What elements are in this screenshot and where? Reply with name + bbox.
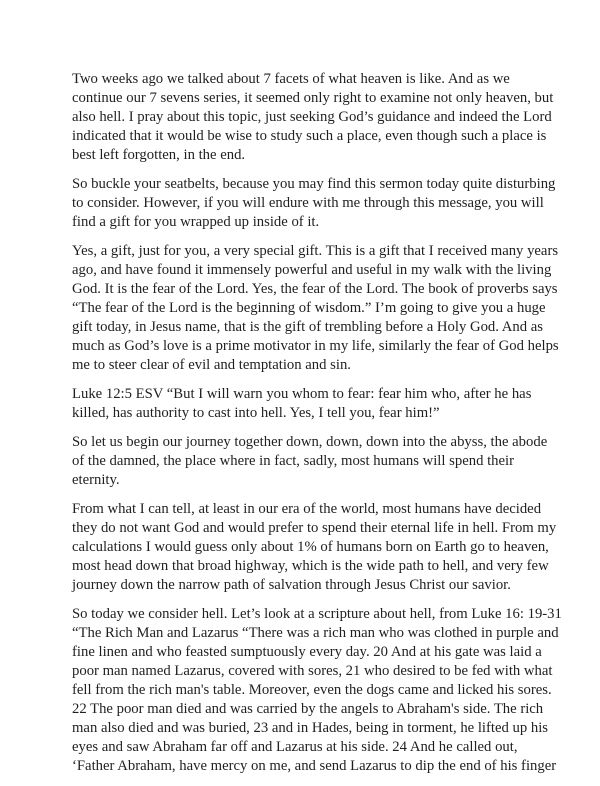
text-line: So buckle your seatbelts, because you may find this sermon today quite disturbing	[72, 176, 556, 192]
paragraph-humans	[72, 500, 557, 595]
text-line: of the damned, the place where in fact, sadly, most humans will spend their	[72, 453, 514, 469]
text-line: Luke 12:5 ESV “But I will warn you whom to fear: fear him who, after he has	[72, 386, 532, 402]
text-line: From what I can tell, at least in our era of the world, most humans have decided	[72, 501, 542, 517]
text-line: God. It is the fear of the Lord. Yes, the fear of the Lord. The book of proverbs says	[72, 281, 558, 297]
paragraph-gift	[72, 242, 559, 375]
text-line: man also died and was buried, 23 and in Hades, being in torment, he lifted up his	[72, 720, 549, 736]
text-line: 22 The poor man died and was carried by the angels to Abraham's side. The rich	[72, 701, 544, 717]
text-line: fell from the rich man's table. Moreover, even the dogs came and licked his sores.	[72, 682, 552, 698]
paragraph-scripture-luke-12	[72, 385, 532, 423]
text-line: ‘Father Abraham, have mercy on me, and send Lazarus to dip the end of his finger	[72, 758, 557, 774]
paragraph-seatbelts	[72, 175, 556, 232]
paragraph-journey	[72, 433, 548, 490]
text-line: best left forgotten, in the end.	[72, 147, 246, 163]
text-line: journey down the narrow path of salvation through Jesus Christ our savior.	[72, 577, 511, 593]
paragraph-intro	[72, 70, 554, 165]
paragraph-scripture-luke-16	[72, 605, 562, 776]
text-line: indicated that it would be wise to study such a place, even though such a place is	[72, 128, 547, 144]
text-line: poor man named Lazarus, covered with sores, 21 who desired to be fed with what	[72, 663, 553, 679]
text-line: ago, and have found it immensely powerful and useful in my walk with the living	[72, 262, 552, 278]
text-line: fine linen and who feasted sumptuously every day. 20 And at his gate was laid a	[72, 644, 542, 660]
text-line: calculations I would guess only about 1% of humans born on Earth go to heaven,	[72, 539, 549, 555]
text-line: find a gift for you wrapped up inside of it.	[72, 214, 320, 230]
text-line: to consider. However, if you will endure with me through this message, you will	[72, 195, 544, 211]
text-line: much as God’s love is a prime motivator in my life, similarly the fear of God helps	[72, 338, 559, 354]
text-line: “The fear of the Lord is the beginning of wisdom.” I’m going to give you a huge	[72, 300, 546, 316]
text-line: most head down that broad highway, which is the wide path to hell, and very few	[72, 558, 549, 574]
text-line: also hell. I pray about this topic, just seeking God’s guidance and indeed the Lord	[72, 109, 552, 125]
text-line: eternity.	[72, 472, 120, 488]
text-line: gift today, in Jesus name, that is the gift of trembling before a Holy God. And as	[72, 319, 543, 335]
text-line: killed, has authority to cast into hell. Yes, I tell you, fear him!”	[72, 405, 440, 421]
document-body	[72, 70, 562, 786]
text-line: Yes, a gift, just for you, a very special gift. This is a gift that I received many years	[72, 243, 559, 259]
text-line: So let us begin our journey together down, down, down into the abyss, the abode	[72, 434, 548, 450]
text-line: eyes and saw Abraham far off and Lazarus at his side. 24 And he called out,	[72, 739, 518, 755]
text-line: Two weeks ago we talked about 7 facets of what heaven is like. And as we	[72, 71, 510, 87]
text-line: me to steer clear of evil and temptation and sin.	[72, 357, 351, 373]
text-line: they do not want God and would prefer to spend their eternal life in hell. From my	[72, 520, 557, 536]
text-line: So today we consider hell. Let’s look at a scripture about hell, from Luke 16: 19-31	[72, 606, 562, 622]
text-line: continue our 7 sevens series, it seemed only right to examine not only heaven, but	[72, 90, 554, 106]
text-line: “The Rich Man and Lazarus “There was a rich man who was clothed in purple and	[72, 625, 559, 641]
